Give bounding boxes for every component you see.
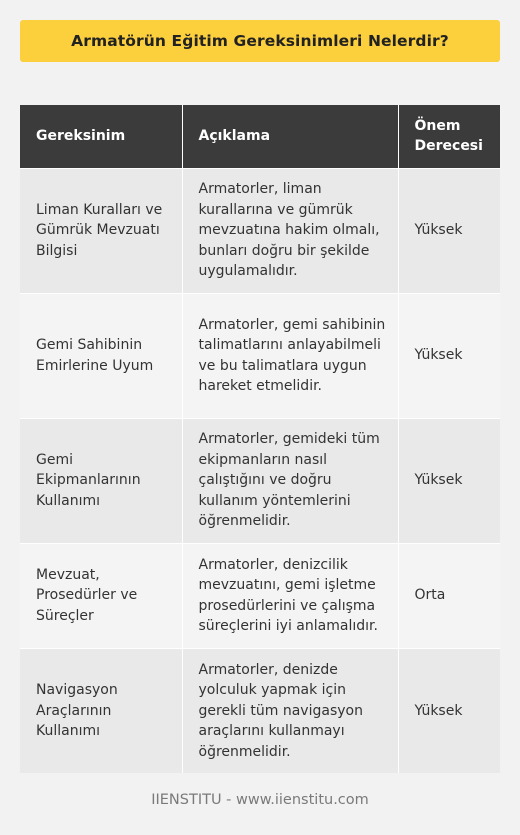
column-header-requirement: Gereksinim [20, 105, 182, 168]
table-row [20, 543, 500, 648]
importance-cell: Yüksek [398, 293, 500, 418]
description-cell: Armatorler, gemideki tüm ekipmanların nasıl çalıştığını ve doğru kullanım yöntemlerini öğrenmelidir. [182, 418, 398, 543]
requirement-cell: Mevzuat, Prosedürler ve Süreçler [20, 543, 182, 648]
table-row [20, 418, 500, 543]
column-header-importance: Önem Derecesi [398, 105, 500, 168]
importance-cell: Yüksek [398, 418, 500, 543]
requirements-table [20, 105, 500, 773]
table-row [20, 648, 500, 773]
description-cell: Armatorler, liman kurallarına ve gümrük mevzuatına hakim olmalı, bunları doğru bir şekilde uygulamalıdır. [182, 168, 398, 293]
requirement-cell: Navigasyon Araçlarının Kullanımı [20, 648, 182, 773]
requirement-cell: Gemi Ekipmanlarının Kullanımı [20, 418, 182, 543]
column-header-description: Açıklama [182, 105, 398, 168]
title-banner [20, 20, 500, 62]
importance-cell: Yüksek [398, 648, 500, 773]
importance-cell: Yüksek [398, 168, 500, 293]
description-cell: Armatorler, gemi sahibinin talimatlarını anlayabilmeli ve bu talimatlara uygun hareket etmelidir. [182, 293, 398, 418]
requirement-cell: Gemi Sahibinin Emirlerine Uyum [20, 293, 182, 418]
table-row [20, 168, 500, 293]
footer-credit: IIENSTITU - www.iienstitu.com [151, 792, 369, 808]
table-header-row [20, 105, 500, 168]
description-cell: Armatorler, denizde yolculuk yapmak için gerekli tüm navigasyon araçlarını kullanmayı öğrenmelidir. [182, 648, 398, 773]
table-row [20, 293, 500, 418]
page-title: Armatörün Eğitim Gereksinimleri Nelerdir? [71, 32, 449, 50]
importance-cell: Orta [398, 543, 500, 648]
requirement-cell: Liman Kuralları ve Gümrük Mevzuatı Bilgisi [20, 168, 182, 293]
description-cell: Armatorler, denizcilik mevzuatını, gemi işletme prosedürlerini ve çalışma süreçlerini iyi anlamalıdır. [182, 543, 398, 648]
